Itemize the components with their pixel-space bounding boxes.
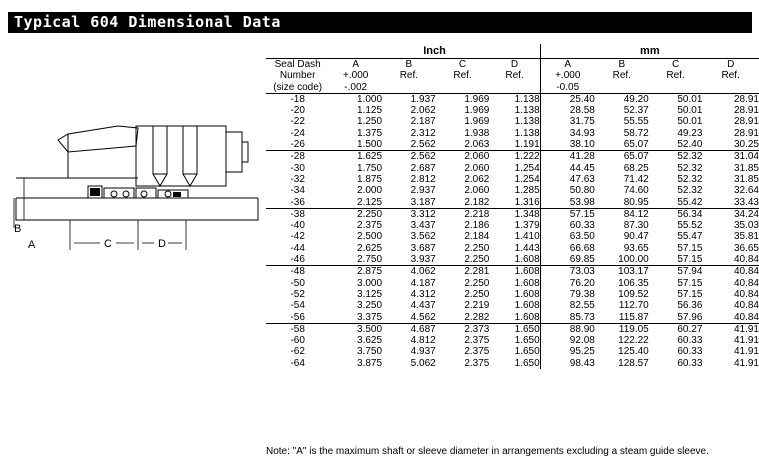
table-row — [266, 93, 759, 105]
value-cell: 50.01 — [677, 105, 703, 117]
seal-dash-cell: -32 — [290, 173, 305, 185]
value-cell: 38.10 — [540, 139, 595, 151]
value-cell: 1.138 — [489, 93, 540, 105]
value-cell: 40.84 — [733, 254, 759, 266]
value-cell: 125.40 — [618, 346, 649, 358]
value-cell: 3.375 — [357, 311, 383, 323]
value-cell: 4.187 — [410, 277, 436, 289]
seal-dash-cell: -18 — [266, 93, 329, 105]
dim-label-b: B — [14, 223, 22, 235]
value-cell: 3.437 — [410, 220, 436, 232]
value-cell: 41.28 — [540, 151, 595, 163]
value-cell: 55.47 — [677, 231, 703, 243]
value-cell: 1.191 — [514, 139, 540, 151]
value-cell: 2.062 — [410, 105, 436, 117]
value-cell: 2.060 — [464, 162, 490, 174]
value-cell: 3.625 — [357, 335, 383, 347]
inch-header-d — [489, 59, 540, 94]
inch-header-a — [329, 59, 382, 94]
value-cell: 1.410 — [514, 231, 540, 243]
header-name: A — [352, 59, 360, 70]
table-row — [266, 346, 759, 357]
table-row — [266, 174, 759, 185]
table-row — [266, 197, 759, 209]
value-cell: 57.15 — [540, 208, 595, 220]
value-cell: 3.750 — [357, 346, 383, 358]
table-row — [266, 243, 759, 254]
seal-dash-cell: -46 — [290, 254, 305, 266]
value-cell: 31.75 — [540, 116, 595, 127]
value-cell: 3.250 — [357, 300, 383, 312]
value-cell: 1.938 — [464, 127, 490, 139]
value-cell: 71.42 — [623, 173, 649, 185]
value-cell: 31.04 — [702, 151, 759, 163]
header-sub: +.000 — [343, 70, 369, 82]
value-cell: 122.22 — [618, 335, 649, 347]
value-cell: 1.608 — [514, 288, 540, 300]
table-row — [266, 266, 759, 278]
value-cell: 41.91 — [733, 357, 759, 369]
table-row — [266, 151, 759, 163]
value-cell: 4.312 — [410, 288, 436, 300]
seal-dash-cell: -34 — [290, 185, 305, 197]
value-cell: 2.281 — [436, 266, 490, 278]
header-line: Number — [279, 70, 316, 82]
value-cell: 100.00 — [618, 254, 649, 266]
header-name: B — [618, 59, 626, 70]
value-cell: 2.562 — [382, 151, 436, 163]
value-cell: 58.72 — [623, 127, 649, 139]
table-row — [266, 300, 759, 311]
header-sub: Ref. — [666, 70, 685, 82]
seal-dash-cell: -38 — [266, 208, 329, 220]
value-cell: 41.91 — [733, 335, 759, 347]
inch-header-b — [382, 59, 436, 94]
header-sub — [489, 82, 539, 93]
value-cell: 2.250 — [464, 254, 490, 266]
value-cell: 1.937 — [382, 93, 436, 105]
value-cell: 92.08 — [540, 335, 595, 346]
value-cell: 2.250 — [464, 242, 490, 254]
value-cell: 1.608 — [489, 266, 540, 278]
value-cell: 1.650 — [514, 335, 540, 347]
value-cell: 68.25 — [623, 162, 649, 174]
mm-header-c — [649, 59, 703, 94]
header-sub: +.000 — [555, 70, 581, 82]
value-cell: 63.50 — [540, 231, 595, 242]
value-cell: 40.84 — [733, 277, 759, 289]
value-cell: 90.47 — [623, 231, 649, 243]
value-cell: 53.98 — [540, 197, 595, 209]
value-cell: 40.84 — [733, 288, 759, 300]
value-cell: 2.500 — [357, 231, 383, 243]
value-cell: 128.57 — [618, 357, 649, 369]
seal-dash-cell: -58 — [266, 323, 329, 335]
value-cell: 60.33 — [540, 220, 595, 231]
value-cell: 2.282 — [464, 311, 490, 323]
value-cell: 2.250 — [329, 208, 382, 220]
value-cell: 95.25 — [540, 346, 595, 357]
value-cell: 57.15 — [677, 277, 703, 289]
value-cell: 3.125 — [357, 288, 383, 300]
value-cell: 74.60 — [623, 185, 649, 197]
value-cell: 1.250 — [357, 116, 383, 128]
value-cell: 1.138 — [514, 105, 540, 117]
value-cell: 57.15 — [677, 288, 703, 300]
value-cell: 1.138 — [514, 116, 540, 128]
seal-dash-cell: -30 — [290, 162, 305, 174]
title-bar — [8, 12, 752, 33]
value-cell: 60.33 — [677, 346, 703, 358]
header-name: A — [564, 59, 572, 70]
value-cell: 1.650 — [514, 357, 540, 369]
value-cell: 1.608 — [514, 277, 540, 289]
value-cell: 76.20 — [540, 278, 595, 289]
value-cell: 32.64 — [733, 185, 759, 197]
value-cell: 1.375 — [357, 127, 383, 139]
value-cell: 36.65 — [733, 242, 759, 254]
seal-dash-cell: -22 — [290, 116, 305, 128]
value-cell: 119.05 — [595, 323, 649, 335]
seal-dash-cell: -60 — [290, 335, 305, 347]
header-sub: -.002 — [344, 81, 368, 93]
value-cell: 2.375 — [464, 346, 490, 358]
mm-header-a — [540, 59, 595, 94]
table-row — [266, 185, 759, 196]
value-cell: 103.17 — [595, 266, 649, 278]
seal-dash-cell: -42 — [290, 231, 305, 243]
seal-dash-cell: -40 — [290, 220, 305, 232]
value-cell: 69.85 — [540, 254, 595, 266]
value-cell: 3.687 — [410, 242, 436, 254]
value-cell: 3.562 — [410, 231, 436, 243]
value-cell: 2.250 — [464, 277, 490, 289]
value-cell: 2.186 — [464, 220, 490, 232]
seal-dash-cell: -36 — [290, 196, 305, 208]
value-cell: 33.43 — [733, 196, 759, 208]
value-cell: 1.969 — [464, 105, 490, 117]
value-cell: 93.65 — [623, 242, 649, 254]
value-cell: 2.250 — [464, 288, 490, 300]
value-cell: 52.32 — [677, 173, 703, 185]
table-row — [266, 231, 759, 242]
header-seal-dash-number — [266, 59, 329, 94]
value-cell: 3.500 — [329, 323, 382, 335]
header-sub: Ref. — [505, 70, 524, 82]
table-row — [266, 128, 759, 139]
value-cell: 57.94 — [649, 266, 703, 278]
value-cell: 1.000 — [329, 93, 382, 105]
value-cell: 31.85 — [733, 173, 759, 185]
dim-label-a: A — [28, 239, 36, 251]
value-cell: 1.222 — [489, 151, 540, 163]
value-cell: 2.937 — [410, 185, 436, 197]
header-line: (size code) — [273, 81, 323, 93]
header-sub: Ref. — [721, 70, 740, 82]
value-cell: 2.875 — [329, 266, 382, 278]
header-name: C — [671, 59, 680, 70]
value-cell: 52.37 — [623, 105, 649, 117]
table-row — [266, 289, 759, 300]
value-cell: 2.218 — [436, 208, 490, 220]
value-cell: 4.937 — [410, 346, 436, 358]
value-cell: 1.254 — [514, 173, 540, 185]
value-cell: 87.30 — [623, 220, 649, 232]
value-cell: 55.52 — [677, 220, 703, 232]
value-cell: 4.562 — [410, 311, 436, 323]
value-cell: 1.500 — [357, 139, 383, 151]
value-cell: 31.85 — [733, 162, 759, 174]
table-footnote: Note: "A" is the maximum shaft or sleeve diameter in arrangements excluding a steam guide sleeve. — [266, 446, 709, 457]
value-cell: 47.63 — [540, 174, 595, 185]
value-cell: 65.07 — [595, 151, 649, 163]
value-cell: 25.40 — [540, 93, 595, 105]
value-cell: 1.379 — [514, 220, 540, 232]
value-cell: 44.45 — [540, 163, 595, 174]
value-cell: 4.812 — [410, 335, 436, 347]
value-cell: 57.96 — [677, 311, 703, 323]
header-sub — [382, 82, 436, 93]
value-cell: 55.42 — [677, 196, 703, 208]
seal-dash-cell: -56 — [290, 311, 305, 323]
value-cell: 2.182 — [464, 196, 490, 208]
table-row — [266, 220, 759, 231]
value-cell: 60.33 — [677, 335, 703, 347]
value-cell: 35.81 — [733, 231, 759, 243]
value-cell: 35.03 — [733, 220, 759, 232]
page-title: Typical 604 Dimensional Data — [14, 13, 281, 31]
table-row — [266, 254, 759, 266]
header-name: C — [458, 59, 467, 70]
value-cell: 1.443 — [514, 242, 540, 254]
value-cell: 112.70 — [618, 300, 649, 312]
seal-dash-cell: -24 — [290, 127, 305, 139]
column-header-row — [266, 59, 759, 94]
value-cell: 109.52 — [618, 288, 649, 300]
value-cell: 41.91 — [702, 323, 759, 335]
table-row — [266, 323, 759, 335]
value-cell: 1.650 — [514, 346, 540, 358]
value-cell: 2.812 — [410, 173, 436, 185]
value-cell: 1.650 — [489, 323, 540, 335]
table-row — [266, 116, 759, 127]
value-cell: 98.43 — [540, 358, 595, 369]
value-cell: 52.32 — [677, 185, 703, 197]
table-body — [266, 93, 759, 369]
value-cell: 1.348 — [489, 208, 540, 220]
value-cell: 85.73 — [540, 312, 595, 324]
mm-header-d — [702, 59, 759, 94]
seal-cross-section-drawing — [8, 108, 266, 263]
value-cell: 82.55 — [540, 300, 595, 311]
value-cell: 2.000 — [357, 185, 383, 197]
value-cell: 60.27 — [649, 323, 703, 335]
seal-dash-cell: -28 — [266, 151, 329, 163]
value-cell: 4.062 — [382, 266, 436, 278]
header-sub: Ref. — [453, 70, 472, 82]
value-cell: 55.55 — [623, 116, 649, 128]
value-cell: 2.060 — [464, 185, 490, 197]
header-name: D — [510, 59, 519, 70]
mm-header-b — [595, 59, 649, 94]
value-cell: 3.000 — [357, 277, 383, 289]
value-cell: 30.25 — [733, 139, 759, 151]
value-cell: 28.91 — [733, 116, 759, 128]
seal-dash-cell: -54 — [290, 300, 305, 312]
value-cell: 2.060 — [436, 151, 490, 163]
value-cell: 2.750 — [357, 254, 383, 266]
value-cell: 49.20 — [595, 93, 649, 105]
table-row — [266, 335, 759, 346]
value-cell: 49.23 — [677, 127, 703, 139]
value-cell: 2.687 — [410, 162, 436, 174]
value-cell: 60.33 — [677, 357, 703, 369]
value-cell: 52.32 — [649, 151, 703, 163]
seal-dash-cell: -50 — [290, 277, 305, 289]
value-cell: 2.375 — [464, 335, 490, 347]
table-row — [266, 139, 759, 151]
value-cell: 1.969 — [464, 116, 490, 128]
value-cell: 50.80 — [540, 185, 595, 196]
value-cell: 28.91 — [733, 127, 759, 139]
value-cell: 2.375 — [464, 357, 490, 369]
value-cell: 50.01 — [677, 116, 703, 128]
value-cell: 1.608 — [514, 300, 540, 312]
seal-dash-cell: -52 — [290, 288, 305, 300]
value-cell: 3.937 — [410, 254, 436, 266]
value-cell: 1.969 — [436, 93, 490, 105]
value-cell: 79.38 — [540, 289, 595, 300]
value-cell: 28.91 — [733, 105, 759, 117]
table-row — [266, 278, 759, 289]
dim-label-c: C — [104, 238, 112, 250]
value-cell: 2.375 — [357, 220, 383, 232]
value-cell: 1.608 — [514, 311, 540, 323]
seal-dash-cell: -48 — [266, 266, 329, 278]
value-cell: 106.35 — [618, 277, 649, 289]
seal-dash-cell: -26 — [290, 139, 305, 151]
value-cell: 34.24 — [702, 208, 759, 220]
header-sub — [649, 82, 703, 93]
group-header-mm: mm — [540, 44, 759, 59]
inch-header-c — [436, 59, 490, 94]
value-cell: 2.063 — [464, 139, 490, 151]
value-cell: 52.32 — [677, 162, 703, 174]
value-cell: 80.95 — [623, 196, 649, 208]
table-row — [266, 208, 759, 220]
value-cell: 57.15 — [677, 242, 703, 254]
value-cell: 84.12 — [595, 208, 649, 220]
header-sub — [595, 82, 649, 93]
value-cell: 2.625 — [357, 242, 383, 254]
header-sub: Ref. — [399, 70, 419, 82]
value-cell: 34.93 — [540, 128, 595, 139]
value-cell: 28.91 — [702, 93, 759, 105]
value-cell: 1.285 — [514, 185, 540, 197]
value-cell: 1.254 — [514, 162, 540, 174]
dim-label-d: D — [158, 238, 166, 250]
value-cell: 41.91 — [733, 346, 759, 358]
value-cell: 1.875 — [357, 173, 383, 185]
group-header-inch: Inch — [423, 45, 446, 57]
value-cell: 5.062 — [410, 357, 436, 369]
seal-dash-cell: -64 — [290, 357, 305, 369]
header-sub — [702, 82, 759, 93]
value-cell: 2.125 — [357, 196, 383, 208]
value-cell: 40.84 — [733, 311, 759, 323]
table-row — [266, 163, 759, 174]
value-cell: 3.312 — [382, 208, 436, 220]
table-corner — [266, 44, 329, 59]
value-cell: 1.125 — [357, 105, 383, 117]
table-row — [266, 105, 759, 116]
value-cell: 2.312 — [410, 127, 436, 139]
header-line: Seal Dash — [274, 59, 321, 70]
value-cell: 40.84 — [702, 266, 759, 278]
value-cell: 28.58 — [540, 105, 595, 116]
value-cell: 56.36 — [677, 300, 703, 312]
value-cell: 2.219 — [464, 300, 490, 312]
seal-dash-cell: -20 — [290, 105, 305, 117]
value-cell: 2.373 — [436, 323, 490, 335]
value-cell: 73.03 — [540, 266, 595, 278]
table-row — [266, 312, 759, 324]
value-cell: 1.608 — [514, 254, 540, 266]
value-cell: 2.062 — [464, 173, 490, 185]
value-cell: 50.01 — [649, 93, 703, 105]
value-cell: 2.187 — [410, 116, 436, 128]
value-cell: 2.562 — [410, 139, 436, 151]
header-sub: Ref. — [612, 70, 631, 82]
value-cell: 1.316 — [514, 196, 540, 208]
value-cell: 1.750 — [357, 162, 383, 174]
value-cell: 2.184 — [464, 231, 490, 243]
value-cell: 57.15 — [677, 254, 703, 266]
header-sub: -0.05 — [556, 81, 580, 93]
seal-dash-cell: -44 — [290, 242, 305, 254]
value-cell: 65.07 — [623, 139, 649, 151]
value-cell: 1.625 — [329, 151, 382, 163]
value-cell: 3.187 — [410, 196, 436, 208]
header-name: D — [727, 59, 735, 70]
header-sub — [436, 82, 490, 93]
value-cell: 40.84 — [733, 300, 759, 312]
dimensional-data-table — [266, 44, 759, 369]
value-cell: 66.68 — [540, 243, 595, 254]
value-cell: 88.90 — [540, 323, 595, 335]
seal-dash-cell: -62 — [290, 346, 305, 358]
header-name: B — [405, 59, 413, 70]
value-cell: 52.40 — [677, 139, 703, 151]
value-cell: 115.87 — [618, 311, 649, 323]
value-cell: 56.34 — [649, 208, 703, 220]
table-row — [266, 358, 759, 369]
value-cell: 1.138 — [514, 127, 540, 139]
value-cell: 4.437 — [410, 300, 436, 312]
value-cell: 4.687 — [382, 323, 436, 335]
value-cell: 3.875 — [357, 357, 383, 369]
